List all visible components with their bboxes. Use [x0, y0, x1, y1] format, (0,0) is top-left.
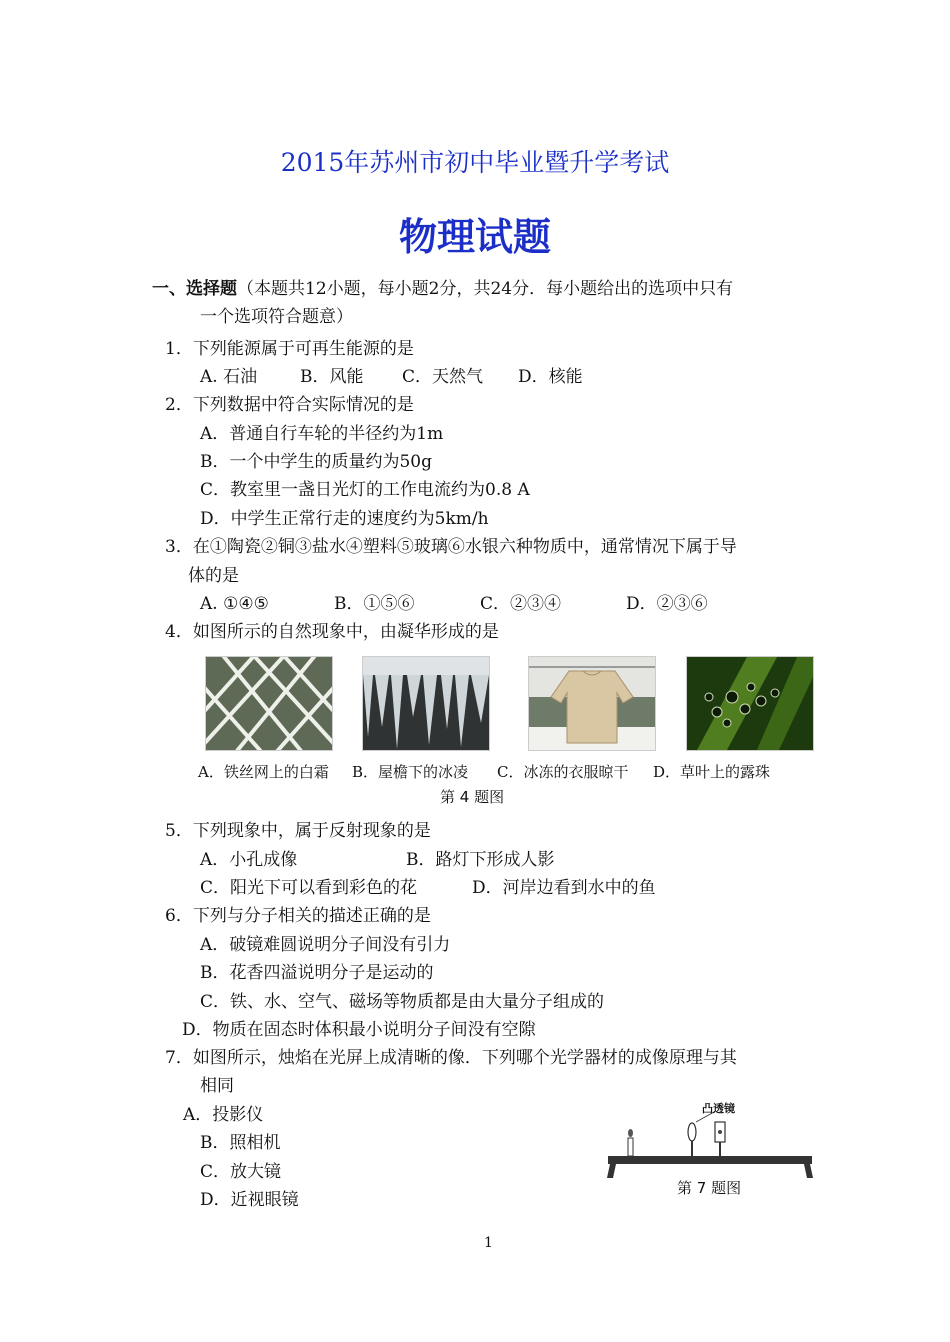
photo-caption-a: A．铁丝网上的白霜	[198, 763, 329, 781]
q1-stem: 1．下列能源属于可再生能源的是	[165, 339, 414, 359]
q7-figure-caption: 第 7 题图	[677, 1179, 742, 1197]
q7-option-b: B．照相机	[200, 1133, 281, 1153]
q5-options-row1	[200, 845, 555, 870]
q6-stem: 6．下列与分子相关的描述正确的是	[165, 906, 431, 926]
q5-option-d: D．河岸边看到水中的鱼	[472, 878, 656, 898]
q4-stem: 4．如图所示的自然现象中，由凝华形成的是	[165, 622, 499, 642]
q7-option-c: C．放大镜	[200, 1162, 282, 1182]
q7-stem: 7．如图所示，烛焰在光屏上成清晰的像．下列哪个光学器材的成像原理与其	[165, 1048, 737, 1068]
q2-option-a: A．普通自行车轮的半径约为1m	[200, 424, 444, 444]
icicles-photo	[362, 656, 490, 751]
section-instructions: （本题共12小题，每小题2分，共24分．每小题给出的选项中只有	[237, 279, 734, 299]
q1-option-a: A. 石油	[200, 367, 258, 387]
q3-option-b: B．①⑤⑥	[334, 594, 415, 614]
q6-option-a: A．破镜难圆说明分子间没有引力	[200, 935, 451, 955]
page-number: 1	[484, 1235, 493, 1251]
photo-caption-d: D．草叶上的露珠	[653, 763, 771, 781]
photo-caption-b: B．屋檐下的冰凌	[352, 763, 469, 781]
q7-option-d: D．近视眼镜	[200, 1190, 299, 1210]
q5-options-row2	[200, 873, 656, 898]
frozen-clothes-photo	[528, 656, 656, 751]
q3-option-a: A. ①④⑤	[200, 594, 269, 614]
q7-stem-cont: 相同	[200, 1076, 234, 1096]
lens-label: 凸透镜	[702, 1102, 735, 1115]
q5-stem: 5．下列现象中，属于反射现象的是	[165, 821, 431, 841]
frost-wire-mesh-photo	[205, 656, 333, 751]
q3-stem-cont: 体的是	[188, 566, 239, 586]
q5-option-b: B．路灯下形成人影	[406, 850, 555, 870]
q5-option-a: A．小孔成像	[200, 850, 298, 870]
q3-option-c: C．②③④	[480, 594, 562, 614]
q4-figure-caption: 第 4 题图	[440, 788, 505, 806]
q1-option-c: C．天然气	[402, 367, 484, 387]
q7-option-a: A．投影仪	[183, 1105, 264, 1125]
q6-option-c: C．铁、水、空气、磁场等物质都是由大量分子组成的	[200, 992, 605, 1012]
q2-option-d: D．中学生正常行走的速度约为5km/h	[200, 509, 489, 529]
q3-option-d: D．②③⑥	[626, 594, 708, 614]
photo-caption-c: C．冰冻的衣服晾干	[497, 763, 629, 781]
q5-option-c: C．阳光下可以看到彩色的花	[200, 878, 418, 898]
subject-title: 物理试题	[398, 214, 551, 259]
q1-option-d: D．核能	[518, 367, 583, 387]
q2-option-c: C．教室里一盏日光灯的工作电流约为0.8 A	[200, 480, 530, 500]
q1-option-b: B．风能	[300, 367, 364, 387]
q6-option-b: B．花香四溢说明分子是运动的	[200, 963, 434, 983]
q3-stem: 3．在①陶瓷②铜③盐水④塑料⑤玻璃⑥水银六种物质中，通常情况下属于导	[165, 537, 737, 557]
exam-title: 2015年苏州市初中毕业暨升学考试	[280, 148, 670, 177]
q1-options	[200, 362, 583, 387]
section-label: 一、选择题	[152, 279, 237, 299]
q6-option-d: D．物质在固态时体积最小说明分子间没有空隙	[182, 1020, 536, 1040]
q2-stem: 2．下列数据中符合实际情况的是	[165, 395, 414, 415]
q3-options	[200, 589, 708, 614]
q2-option-b: B．一个中学生的质量约为50g	[200, 452, 433, 472]
section-heading	[152, 274, 733, 299]
section-instructions-cont: 一个选项符合题意）	[200, 307, 353, 327]
dew-drops-photo	[686, 656, 814, 751]
